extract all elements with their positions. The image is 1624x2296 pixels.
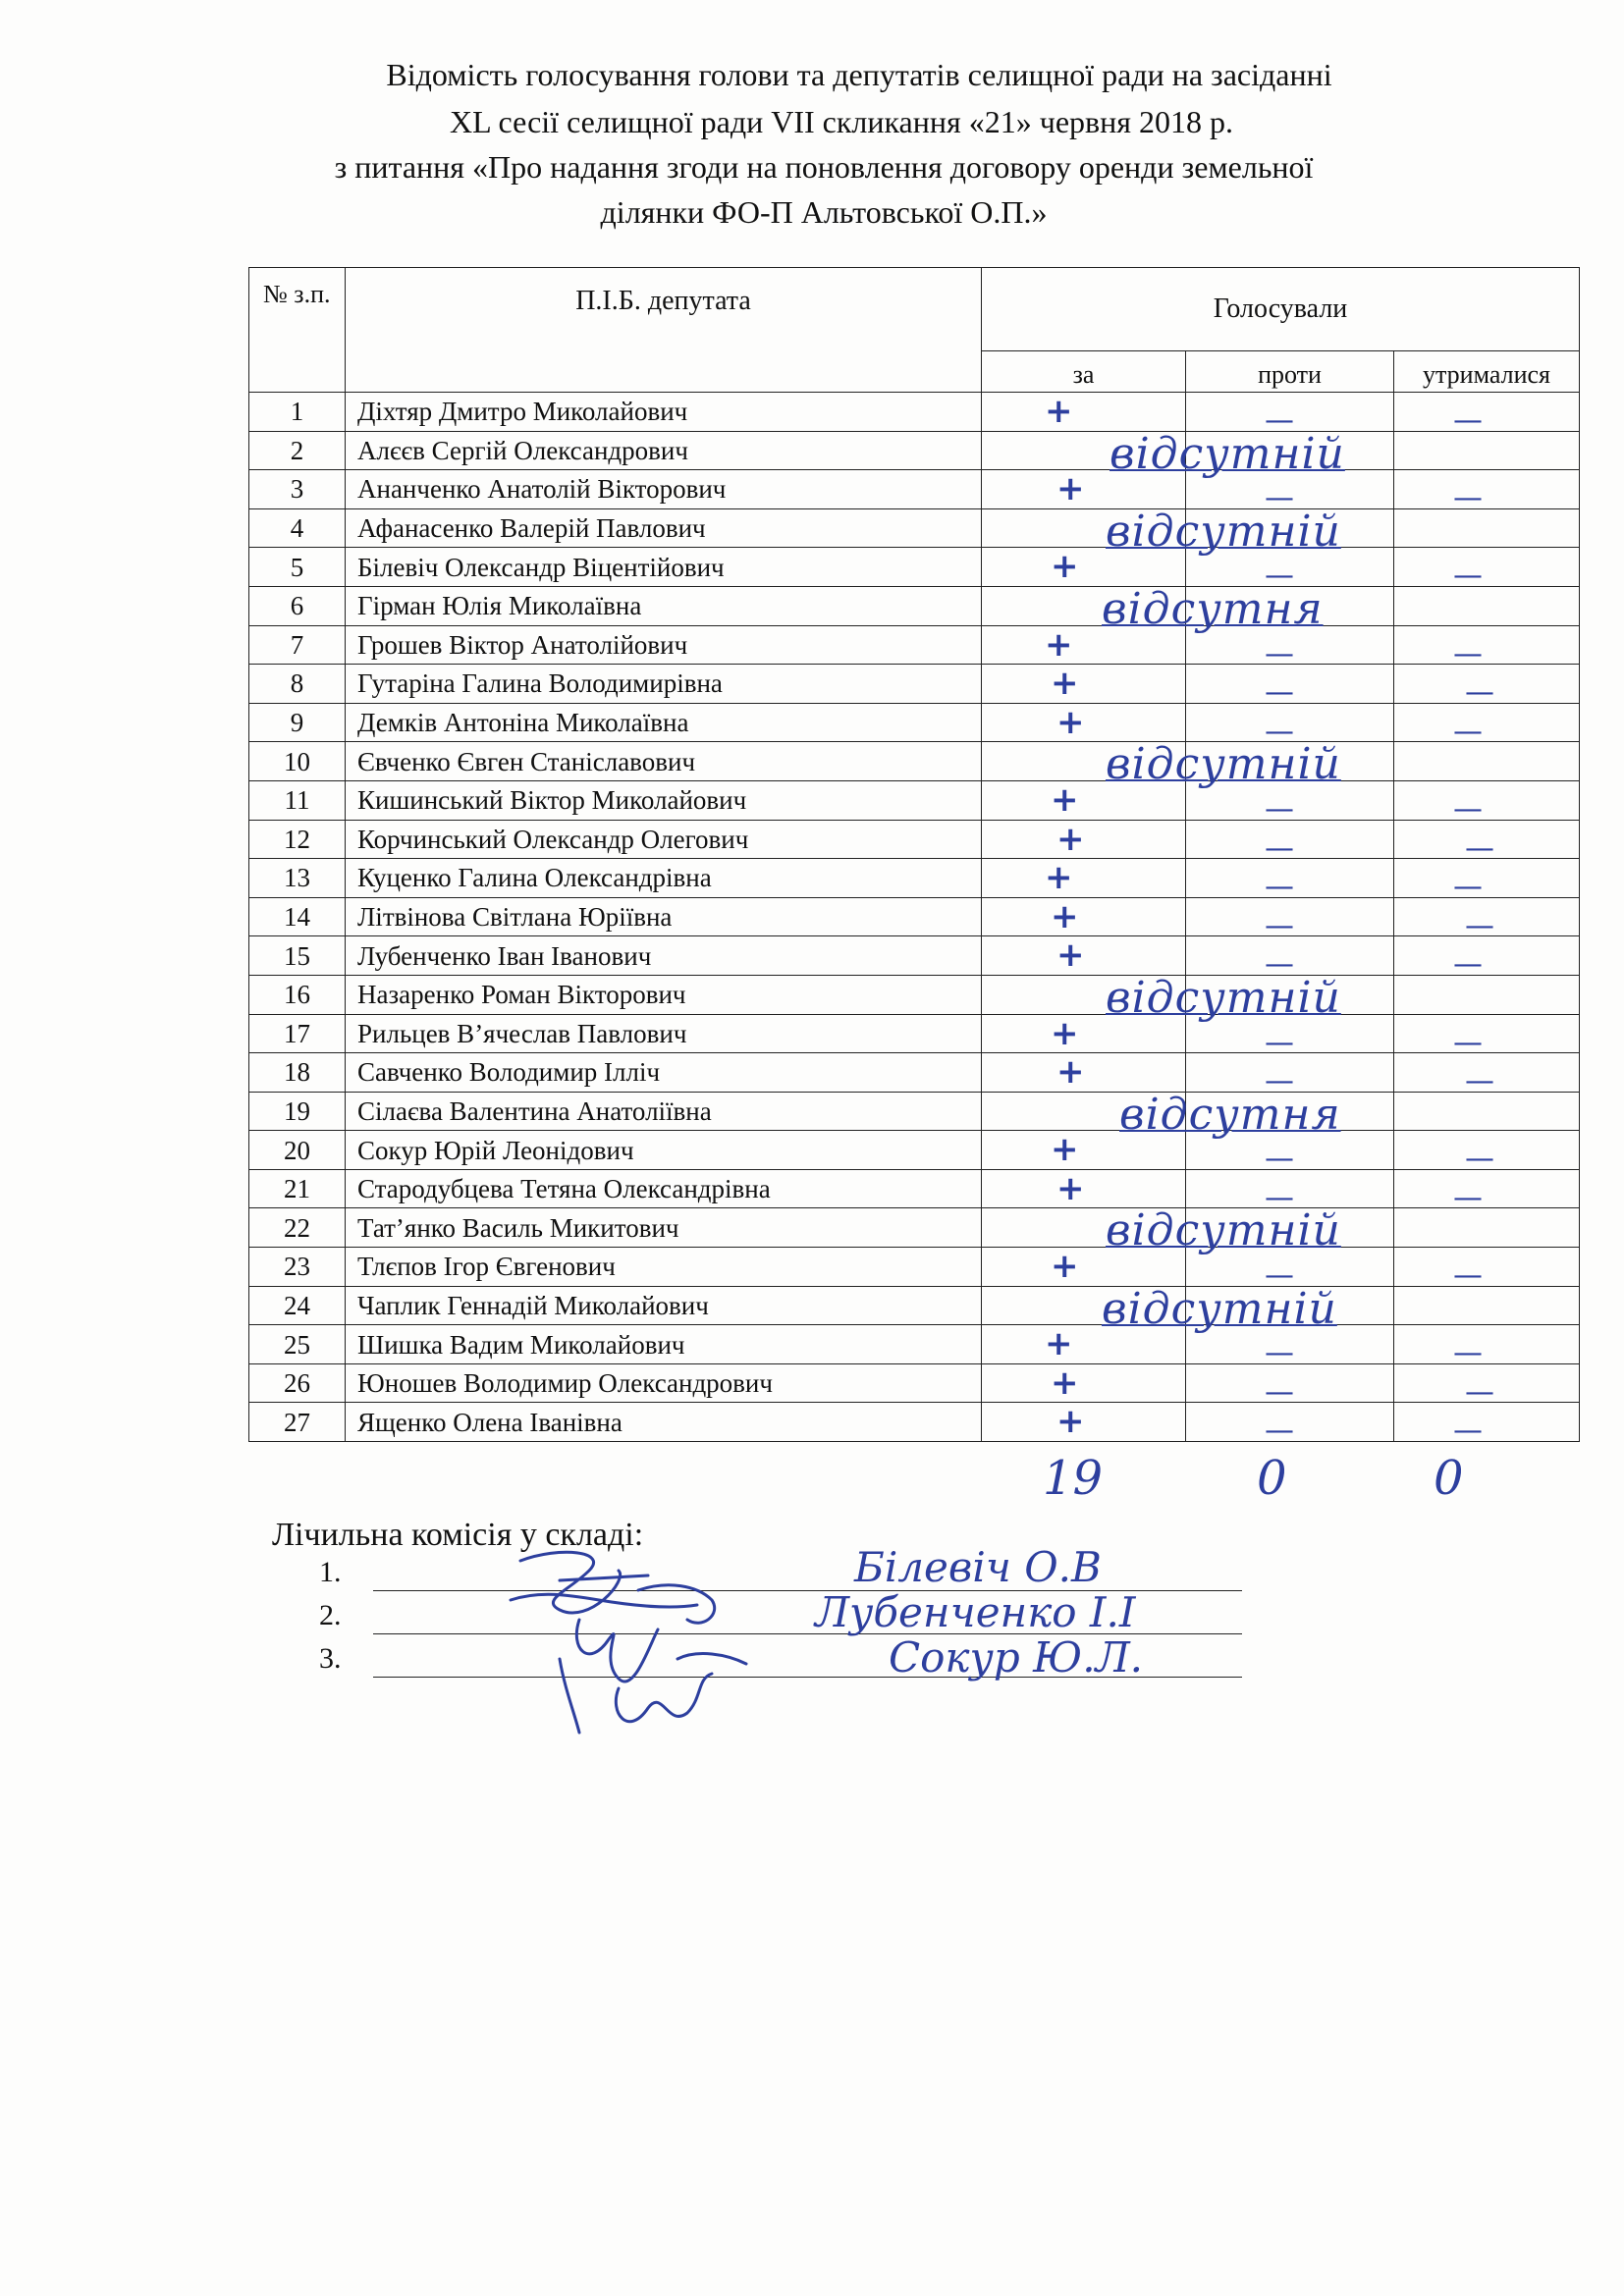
vote-against-cell — [1186, 1403, 1394, 1449]
table-row — [249, 470, 1580, 509]
plus-mark: + — [1045, 624, 1073, 665]
dash-mark: — — [1265, 791, 1294, 827]
header-deputy-name: П.І.Б. депутата — [346, 268, 982, 393]
deputy-name: Сілаєва Валентина Анатоліївна — [346, 1092, 982, 1131]
vote-for-cell — [982, 897, 1186, 936]
plus-mark: + — [1045, 392, 1073, 431]
table-row — [249, 859, 1580, 898]
vote-against-cell — [1186, 897, 1394, 943]
deputy-name: Афанасенко Валерій Павлович — [346, 508, 982, 548]
plus-mark: + — [1056, 819, 1085, 859]
table-row — [249, 703, 1580, 742]
row-number: 19 — [249, 1092, 346, 1131]
row-number: 25 — [249, 1325, 346, 1364]
vote-against-cell — [1186, 508, 1394, 548]
row-number: 9 — [249, 703, 346, 742]
dash-mark: — — [1265, 1258, 1294, 1294]
vote-against-cell — [1186, 1131, 1394, 1177]
vote-against-cell — [1186, 820, 1394, 866]
table-row — [249, 1169, 1580, 1208]
table-row — [249, 1248, 1580, 1287]
vote-for-cell — [982, 506, 1341, 557]
vote-abstained-cell — [1394, 431, 1580, 470]
vote-against-cell — [1186, 936, 1394, 983]
dash-mark: — — [1265, 1064, 1294, 1099]
deputy-name: Гірман Юлія Миколаївна — [346, 586, 982, 625]
deputy-name: Шишка Вадим Миколайович — [346, 1325, 982, 1364]
vote-against-cell — [1186, 975, 1394, 1014]
plus-mark: + — [1051, 1247, 1079, 1287]
commission-index-2: 2. — [319, 1599, 342, 1631]
commission-index-3: 3. — [319, 1642, 342, 1675]
vote-for-cell — [982, 1131, 1186, 1170]
vote-for-cell — [982, 972, 1341, 1023]
deputy-name: Тлєпов Ігор Євгенович — [346, 1248, 982, 1287]
vote-against-cell — [1186, 742, 1394, 781]
vote-for-cell — [982, 1169, 1186, 1208]
dash-mark: — — [1265, 908, 1294, 943]
total-against: 0 — [1257, 1451, 1287, 1506]
table-row — [249, 625, 1580, 665]
vote-for-cell — [982, 739, 1341, 790]
dash-mark: — — [1265, 1180, 1294, 1215]
vote-abstained-cell — [1394, 625, 1580, 671]
vote-abstained-cell — [1394, 859, 1580, 905]
vote-against-cell — [1186, 1208, 1394, 1248]
plus-mark: + — [1045, 1324, 1073, 1364]
vote-for-cell — [982, 665, 1186, 704]
row-number: 7 — [249, 625, 346, 665]
plus-mark: + — [1056, 935, 1085, 976]
row-number: 6 — [249, 586, 346, 625]
plus-mark: + — [1056, 1402, 1085, 1442]
vote-against-cell — [1186, 625, 1394, 671]
vote-abstained-cell — [1394, 1014, 1580, 1060]
deputy-name: Рильцев В’ячеслав Павлович — [346, 1014, 982, 1053]
vote-against-cell — [1186, 859, 1394, 905]
total-abstained: 0 — [1434, 1451, 1464, 1506]
vote-for-cell — [982, 1283, 1337, 1334]
dash-mark: — — [1265, 559, 1294, 594]
row-number: 11 — [249, 780, 346, 820]
vote-against-cell — [1186, 1053, 1394, 1099]
deputy-name: Демків Антоніна Миколаївна — [346, 703, 982, 742]
absent-mark: відсутній — [1110, 428, 1345, 479]
plus-mark: + — [1056, 1168, 1085, 1208]
table-row — [249, 820, 1580, 859]
row-number: 27 — [249, 1403, 346, 1442]
deputy-name: Євченко Євген Станіславович — [346, 742, 982, 781]
vote-for-cell — [982, 936, 1186, 976]
deputy-name: Корчинський Олександр Олегович — [346, 820, 982, 859]
vote-abstained-cell — [1394, 1131, 1580, 1177]
row-number: 26 — [249, 1363, 346, 1403]
table-row — [249, 431, 1580, 470]
vote-against-cell — [1186, 1325, 1394, 1371]
row-number: 1 — [249, 393, 346, 432]
dash-mark: — — [1265, 1374, 1294, 1410]
dash-mark: — — [1453, 559, 1483, 594]
vote-abstained-cell — [1394, 936, 1580, 983]
total-for: 19 — [1043, 1451, 1104, 1506]
vote-for-cell — [982, 780, 1186, 820]
dash-mark: — — [1453, 1258, 1483, 1294]
row-number: 8 — [249, 665, 346, 704]
vote-against-cell — [1186, 703, 1394, 749]
deputy-name: Ананченко Анатолій Вікторович — [346, 470, 982, 509]
vote-against-cell — [1186, 1014, 1394, 1060]
vote-against-cell — [1186, 548, 1394, 594]
deputy-name: Тат’янко Василь Микитович — [346, 1208, 982, 1248]
vote-for-cell — [982, 1325, 1186, 1364]
row-number: 10 — [249, 742, 346, 781]
absent-mark: відсутній — [1102, 1283, 1337, 1334]
vote-abstained-cell — [1394, 665, 1580, 711]
table-row — [249, 1325, 1580, 1364]
deputy-name: Савченко Володимир Ілліч — [346, 1053, 982, 1093]
table-row — [249, 936, 1580, 976]
commission-title: Лічильна комісія у складі: — [272, 1517, 644, 1553]
vote-for-cell — [982, 625, 1186, 665]
vote-for-cell — [982, 1363, 1186, 1403]
header-for: за — [982, 351, 1186, 393]
dash-mark: — — [1453, 1414, 1483, 1449]
table-row — [249, 975, 1580, 1014]
row-number: 13 — [249, 859, 346, 898]
plus-mark: + — [1051, 547, 1079, 587]
voting-table — [248, 267, 1580, 1449]
signatures-image — [501, 1541, 825, 1757]
commission-member-2: Лубенченко І.І — [815, 1588, 1136, 1636]
absent-mark: відсутній — [1106, 1205, 1341, 1256]
dash-mark: — — [1265, 1414, 1294, 1449]
absent-mark: відсутній — [1106, 506, 1341, 557]
dash-mark: — — [1453, 1025, 1483, 1060]
row-number: 21 — [249, 1169, 346, 1208]
absent-mark: відсутній — [1106, 972, 1341, 1023]
vote-for-cell — [982, 820, 1186, 859]
deputy-name: Ященко Олена Іванівна — [346, 1403, 982, 1442]
header-number: № з.п. — [249, 268, 346, 393]
vote-abstained-cell — [1394, 548, 1580, 594]
dash-mark: — — [1465, 908, 1494, 943]
absent-mark: відсутня — [1102, 583, 1324, 634]
dash-mark: — — [1265, 870, 1294, 905]
vote-for-cell — [982, 393, 1186, 432]
dash-mark: — — [1453, 870, 1483, 905]
vote-abstained-cell — [1394, 820, 1580, 866]
vote-against-cell — [1186, 470, 1394, 516]
vote-abstained-cell — [1394, 1325, 1580, 1371]
header-against: проти — [1186, 351, 1394, 393]
deputy-name: Літвінова Світлана Юріївна — [346, 897, 982, 936]
table-row — [249, 780, 1580, 820]
vote-against-cell — [1186, 431, 1394, 470]
dash-mark: — — [1265, 830, 1294, 866]
table-row — [249, 1403, 1580, 1442]
deputy-name: Гутаріна Галина Володимирівна — [346, 665, 982, 704]
row-number: 3 — [249, 470, 346, 509]
title-line-4: ділянки ФО-П Альтовської О.П.» — [600, 194, 1048, 230]
table-row — [249, 1092, 1580, 1131]
table-row — [249, 393, 1580, 432]
plus-mark: + — [1045, 858, 1073, 898]
vote-abstained-cell — [1394, 780, 1580, 827]
deputy-name: Білевіч Олександр Віцентійович — [346, 548, 982, 587]
vote-against-cell — [1186, 586, 1394, 625]
vote-abstained-cell — [1394, 1363, 1580, 1410]
deputy-name: Чаплик Геннадій Миколайович — [346, 1286, 982, 1325]
dash-mark: — — [1265, 403, 1294, 438]
vote-against-cell — [1186, 780, 1394, 827]
vote-for-cell — [982, 1053, 1186, 1093]
vote-for-cell — [982, 583, 1324, 634]
vote-abstained-cell — [1394, 1286, 1580, 1325]
absent-mark: відсутня — [1119, 1089, 1341, 1140]
dash-mark: — — [1265, 947, 1294, 983]
vote-abstained-cell — [1394, 586, 1580, 625]
plus-mark: + — [1051, 1130, 1079, 1170]
deputy-name: Юношев Володимир Олександрович — [346, 1363, 982, 1403]
dash-mark: — — [1453, 1336, 1483, 1371]
voting-table-body — [249, 392, 1580, 1449]
vote-against-cell — [1186, 393, 1394, 438]
dash-mark: — — [1465, 675, 1494, 711]
vote-abstained-cell — [1394, 470, 1580, 516]
dash-mark: — — [1265, 675, 1294, 711]
plus-mark: + — [1051, 664, 1079, 704]
deputy-name: Сокур Юрій Леонідович — [346, 1131, 982, 1170]
deputy-name: Стародубцева Тетяна Олександрівна — [346, 1169, 982, 1208]
vote-abstained-cell — [1394, 508, 1580, 548]
vote-against-cell — [1186, 1363, 1394, 1410]
vote-abstained-cell — [1394, 1403, 1580, 1449]
plus-mark: + — [1051, 1013, 1079, 1053]
dash-mark: — — [1465, 1064, 1494, 1099]
vote-abstained-cell — [1394, 1208, 1580, 1248]
table-row — [249, 742, 1580, 781]
dash-mark: — — [1265, 714, 1294, 749]
vote-abstained-cell — [1394, 742, 1580, 781]
header-abstained: утрималися — [1394, 351, 1580, 393]
dash-mark: — — [1265, 1336, 1294, 1371]
row-number: 23 — [249, 1248, 346, 1287]
title-line-3: з питання «Про надання згоди на поновлення договору оренди земельної — [334, 149, 1314, 185]
dash-mark: — — [1265, 1025, 1294, 1060]
row-number: 4 — [249, 508, 346, 548]
deputy-name: Алєєв Сергій Олександрович — [346, 431, 982, 470]
vote-abstained-cell — [1394, 1092, 1580, 1131]
table-row — [249, 1131, 1580, 1170]
table-row — [249, 1014, 1580, 1053]
dash-mark: — — [1265, 481, 1294, 516]
table-row — [249, 508, 1580, 548]
dash-mark: — — [1453, 714, 1483, 749]
dash-mark: — — [1465, 1374, 1494, 1410]
title-line-2: XL сесії селищної ради VII скликання «21» червня 2018 р. — [450, 104, 1233, 139]
table-row — [249, 1286, 1580, 1325]
plus-mark: + — [1056, 702, 1085, 742]
table-row — [249, 586, 1580, 625]
table-row — [249, 665, 1580, 704]
vote-for-cell — [982, 548, 1186, 587]
row-number: 22 — [249, 1208, 346, 1248]
dash-mark: — — [1265, 636, 1294, 671]
vote-for-cell — [982, 470, 1186, 509]
table-row — [249, 548, 1580, 587]
commission-member-1: Білевіч О.В — [854, 1543, 1102, 1591]
deputy-name: Кишинський Віктор Миколайович — [346, 780, 982, 820]
dash-mark: — — [1453, 403, 1483, 438]
absent-mark: відсутній — [1106, 739, 1341, 790]
row-number: 17 — [249, 1014, 346, 1053]
dash-mark: — — [1265, 1142, 1294, 1177]
deputy-name: Лубенченко Іван Іванович — [346, 936, 982, 976]
vote-for-cell — [982, 1403, 1186, 1442]
dash-mark: — — [1453, 1180, 1483, 1215]
table-row — [249, 897, 1580, 936]
vote-against-cell — [1186, 1248, 1394, 1294]
table-row — [249, 1053, 1580, 1093]
row-number: 14 — [249, 897, 346, 936]
dash-mark: — — [1465, 830, 1494, 866]
deputy-name: Назаренко Роман Вікторович — [346, 975, 982, 1014]
dash-mark: — — [1453, 481, 1483, 516]
vote-for-cell — [982, 1014, 1186, 1053]
dash-mark: — — [1453, 791, 1483, 827]
vote-abstained-cell — [1394, 975, 1580, 1014]
vote-abstained-cell — [1394, 1248, 1580, 1294]
row-number: 12 — [249, 820, 346, 859]
vote-for-cell — [982, 1205, 1341, 1256]
row-number: 15 — [249, 936, 346, 976]
row-number: 18 — [249, 1053, 346, 1093]
plus-mark: + — [1056, 469, 1085, 509]
plus-mark: + — [1051, 896, 1079, 936]
plus-mark: + — [1056, 1052, 1085, 1093]
vote-against-cell — [1186, 1169, 1394, 1215]
commission-member-3: Сокур Ю.Л. — [889, 1633, 1143, 1682]
row-number: 16 — [249, 975, 346, 1014]
deputy-name: Куценко Галина Олександрівна — [346, 859, 982, 898]
plus-mark: + — [1051, 1362, 1079, 1403]
dash-mark: — — [1453, 947, 1483, 983]
row-number: 5 — [249, 548, 346, 587]
dash-mark: — — [1453, 636, 1483, 671]
vote-for-cell — [982, 859, 1186, 898]
vote-abstained-cell — [1394, 393, 1580, 438]
vote-against-cell — [1186, 1286, 1394, 1325]
commission-index-1: 1. — [319, 1556, 342, 1588]
plus-mark: + — [1051, 779, 1079, 820]
table-row — [249, 1363, 1580, 1403]
vote-for-cell — [982, 428, 1345, 479]
vote-abstained-cell — [1394, 897, 1580, 943]
row-number: 20 — [249, 1131, 346, 1170]
vote-abstained-cell — [1394, 1053, 1580, 1099]
title-line-1: Відомість голосування голови та депутатів селищної ради на засіданні — [386, 57, 1332, 92]
vote-abstained-cell — [1394, 1169, 1580, 1215]
vote-for-cell — [982, 703, 1186, 742]
deputy-name: Діхтяр Дмитро Миколайович — [346, 393, 982, 432]
vote-against-cell — [1186, 665, 1394, 711]
row-number: 24 — [249, 1286, 346, 1325]
header-voted: Голосували — [982, 268, 1580, 351]
deputy-name: Грошев Віктор Анатолійович — [346, 625, 982, 665]
vote-totals — [0, 1451, 1624, 1510]
vote-for-cell — [982, 1089, 1341, 1140]
dash-mark: — — [1465, 1142, 1494, 1177]
vote-abstained-cell — [1394, 703, 1580, 749]
vote-against-cell — [1186, 1092, 1394, 1131]
table-row — [249, 1208, 1580, 1248]
vote-for-cell — [982, 1248, 1186, 1287]
row-number: 2 — [249, 431, 346, 470]
